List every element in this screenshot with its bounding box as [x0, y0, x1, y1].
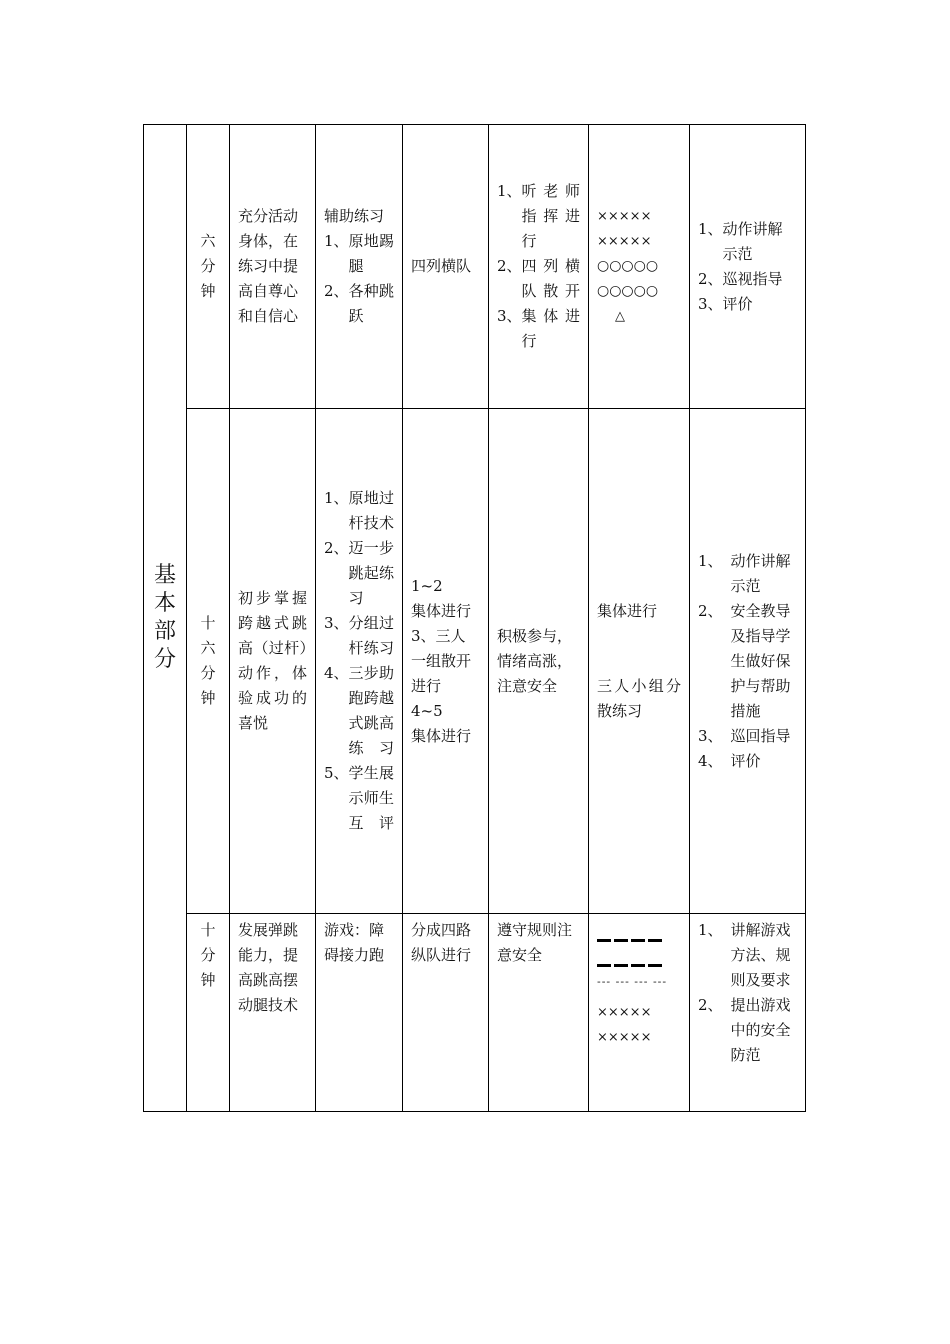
- organization-cell: [403, 409, 489, 914]
- list-item: 4、 评价: [698, 751, 761, 770]
- time-cell: [187, 914, 230, 1112]
- list-item: 1、 动作讲解示范: [698, 551, 791, 595]
- organization-line: 4~5: [411, 701, 443, 720]
- teacher-marker: △: [615, 309, 625, 324]
- organization-line: 集体进行: [411, 726, 472, 745]
- content-text: 游戏：障碍接力跑: [324, 921, 385, 964]
- organization-line: 1~2: [411, 576, 443, 595]
- time-cell: [187, 125, 230, 409]
- teacher-cell: [690, 409, 806, 914]
- organization-line: 3、三人一组散开进行: [411, 626, 472, 695]
- formation-cell: [589, 409, 690, 914]
- list-item: 1、 原地过杆技术: [324, 489, 394, 532]
- formation-row: ×××××: [597, 1005, 652, 1020]
- formation-text: 三人小组分散练习: [597, 676, 681, 720]
- list-item: 1、 原地踢腿: [324, 232, 394, 275]
- list-item: 2、 提出游戏中的安全防范: [698, 996, 791, 1064]
- formation-diagram: [589, 204, 689, 329]
- formation-row: ○○○○○: [597, 283, 659, 299]
- goal-text: 发展弹跳能力，提高跳高摆动腿技术: [238, 921, 299, 1014]
- list-item: 1、 动作讲解示范: [698, 219, 783, 263]
- goal-cell: [230, 125, 316, 409]
- requirements-cell: [489, 914, 589, 1112]
- goal-cell: [230, 409, 316, 914]
- requirements-text: 遵守规则注意安全: [497, 921, 573, 964]
- goal-cell: [230, 914, 316, 1112]
- formation-cell: [589, 914, 690, 1112]
- goal-text: 充分活动身体，在练习中提高自尊心和自信心: [238, 207, 299, 325]
- section-label: 基本部分: [154, 563, 177, 672]
- list-item: 2、 四列横队散开: [497, 257, 580, 300]
- list-item: 4、 三步助跑跨越式跳高练习: [324, 664, 394, 757]
- list-item: 2、 各种跳跃: [324, 282, 394, 325]
- list-item: 3、 评价: [698, 294, 753, 313]
- time-cell: [187, 409, 230, 914]
- organization-line: 集体进行: [411, 601, 472, 620]
- formation-row: ×××××: [597, 1030, 652, 1045]
- organization-text: 分成四路纵队进行: [411, 921, 472, 964]
- teacher-cell: [690, 125, 806, 409]
- organization-text: 四列横队: [411, 257, 472, 275]
- formation-diagram: [589, 926, 689, 1050]
- formation-cell: [589, 125, 690, 409]
- list-item: 1、 听老师指挥进行: [497, 182, 580, 250]
- formation-row: ×××××: [597, 209, 652, 224]
- list-item: 3、 巡回指导: [698, 726, 791, 745]
- list-item: 1、 讲解游戏方法、规则及要求: [698, 921, 791, 989]
- list-item: 2、 迈一步跳起练习: [324, 539, 394, 607]
- section-cell: [144, 125, 187, 1112]
- goal-text: 初步掌握跨越式跳高（过杆）动作，体验成功的喜悦: [238, 589, 307, 732]
- table-row: [144, 409, 806, 914]
- table-row: [144, 125, 806, 409]
- relay-lane-dashes: --- --- --- ---: [597, 975, 668, 988]
- time-label: 六分钟: [200, 232, 216, 300]
- teacher-cell: [690, 914, 806, 1112]
- relay-lane-bars: [597, 926, 681, 976]
- list-item: 2、 巡视指导: [698, 269, 783, 288]
- list-item: 3、 集体进行: [497, 307, 580, 350]
- content-title: 辅助练习: [324, 207, 385, 225]
- time-label: 十六分钟: [200, 614, 216, 707]
- lesson-plan-table: [143, 124, 806, 1112]
- content-cell: [316, 914, 403, 1112]
- list-item: 2、 安全教导及指导学生做好保护与帮助措施: [698, 601, 791, 720]
- formation-row: ○○○○○: [597, 258, 659, 274]
- requirements-cell: [489, 409, 589, 914]
- formation-text: 集体进行: [597, 601, 658, 620]
- content-cell: [316, 125, 403, 409]
- requirements-text: 积极参与，情绪高涨，注意安全: [497, 626, 573, 695]
- content-cell: [316, 409, 403, 914]
- list-item: 5、 学生展示师生互评: [324, 764, 394, 832]
- time-label: 十分钟: [200, 921, 216, 989]
- requirements-cell: [489, 125, 589, 409]
- organization-cell: [403, 914, 489, 1112]
- formation-row: ×××××: [597, 234, 652, 249]
- organization-cell: [403, 125, 489, 409]
- table-row: [144, 914, 806, 1112]
- list-item: 3、 分组过杆练习: [324, 614, 394, 657]
